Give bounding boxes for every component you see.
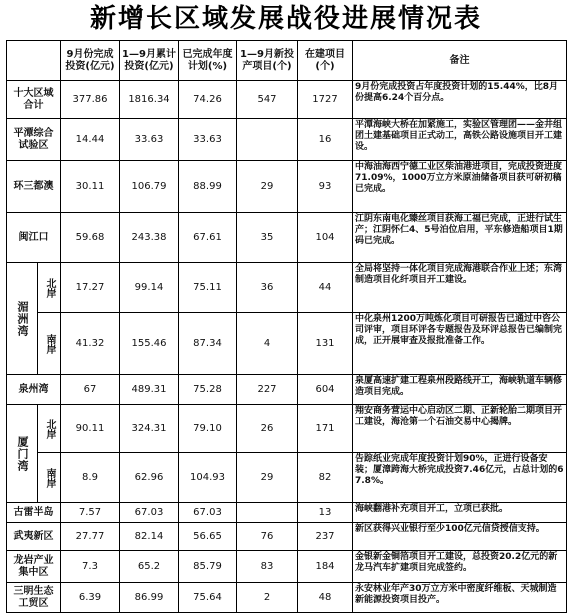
new-projects-value: 26 (237, 405, 298, 453)
sep-done-value: 14.44 (61, 119, 120, 161)
notes-cell: 全局将坚持一体化项目完成海港联合作业上述；东湾制造项目化纤项目开工建设。 (353, 263, 567, 313)
header-region (7, 41, 61, 81)
region-group-name: 湄洲湾 (7, 263, 38, 375)
ytd-ratio-value: 87.34 (179, 313, 237, 375)
new-projects-value (237, 119, 298, 161)
sep-done-value: 7.57 (61, 503, 120, 523)
table-row (7, 263, 567, 313)
sep-done-value: 7.3 (61, 551, 120, 583)
notes-cell: 中化泉州1200万吨炼化项目可研报告已通过中咨公司评审，项目环评各专题报告及环评总报告已编制完成，正开展审查及报批准备工作。 (353, 313, 567, 375)
region-name: 十大区域合计 (7, 81, 61, 119)
region-sub-name: 南岸 (38, 313, 61, 375)
new-projects-value: 4 (237, 313, 298, 375)
region-name: 古雷半岛 (7, 503, 61, 523)
notes-cell: 新区获得兴业银行至少100亿元信贷授信支持。 (353, 523, 567, 551)
new-projects-value: 29 (237, 453, 298, 503)
region-sub-name: 北岸 (38, 405, 61, 453)
under-construction-value: 184 (298, 551, 353, 583)
notes-cell: 海峡翻港补充项目开工，立项已获批。 (353, 503, 567, 523)
ytd-ratio-value: 75.11 (179, 263, 237, 313)
ytd-done-value: 65.2 (120, 551, 179, 583)
sep-done-value: 8.9 (61, 453, 120, 503)
sep-done-value: 30.11 (61, 161, 120, 213)
under-construction-value: 16 (298, 119, 353, 161)
table-row (7, 119, 567, 161)
under-construction-value: 131 (298, 313, 353, 375)
notes-cell: 告踪纸业完成年度投资计划90%，正进行设备安装；厦漳跨海大桥完成投资7.46亿元，占总计划的67.8%。 (353, 453, 567, 503)
region-group-name: 厦门湾 (7, 405, 38, 503)
header-notes: 备注 (353, 41, 567, 81)
table-row (7, 523, 567, 551)
notes-cell: 翔安商务营运中心启动区二期、正新轮胎二期项目开工建设，海沧第一个石油交易中心揭牌。 (353, 405, 567, 453)
ytd-ratio-value: 67.03 (179, 503, 237, 523)
sep-done-value: 41.32 (61, 313, 120, 375)
table-row (7, 161, 567, 213)
under-construction-value: 82 (298, 453, 353, 503)
ytd-done-value: 489.31 (120, 375, 179, 405)
page-title: 新增长区域发展战役进展情况表 (89, 4, 482, 34)
ytd-ratio-value: 74.26 (179, 81, 237, 119)
notes-cell: 平潭海峡大桥在加紧施工，实验区管理团——金井组团土建基础项目正式动工，高铁公路设施项目开工建设。 (353, 119, 567, 161)
region-name: 三明生态工贸区 (7, 583, 61, 613)
sep-done-value: 17.27 (61, 263, 120, 313)
header-sep-done: 9月份完成投资(亿元) (61, 41, 120, 81)
under-construction-value: 171 (298, 405, 353, 453)
ytd-done-value: 99.14 (120, 263, 179, 313)
table-row (7, 583, 567, 613)
under-construction-value: 104 (298, 213, 353, 263)
ytd-done-value: 106.79 (120, 161, 179, 213)
notes-cell: 9月份完成投资占年度投资计划的15.44%，比8月份提高6.24个百分点。 (353, 81, 567, 119)
notes-cell: 江阴东南电化臻丝项目获海工福已完成，正进行试生产；江阴怀仁4、5号泊位启用，平东修造船项目1期码已完成。 (353, 213, 567, 263)
header-under-construction: 在建项目(个) (298, 41, 353, 81)
ytd-done-value: 86.99 (120, 583, 179, 613)
table-row (7, 551, 567, 583)
table-row (7, 405, 567, 453)
under-construction-value: 13 (298, 503, 353, 523)
notes-cell: 中海油海西宁德工业区柴油港进项目，完成投资进度71.09%，1000万立方米原油储备项目获可研初稿已完成。 (353, 161, 567, 213)
new-projects-value: 227 (237, 375, 298, 405)
ytd-done-value: 243.38 (120, 213, 179, 263)
new-projects-value: 547 (237, 81, 298, 119)
region-name: 闽江口 (7, 213, 61, 263)
header-ytd-done: 1—9月累计投资(亿元) (120, 41, 179, 81)
new-projects-value: 29 (237, 161, 298, 213)
under-construction-value: 44 (298, 263, 353, 313)
sep-done-value: 59.68 (61, 213, 120, 263)
sep-done-value: 6.39 (61, 583, 120, 613)
ytd-ratio-value: 33.63 (179, 119, 237, 161)
ytd-done-value: 67.03 (120, 503, 179, 523)
table-row (7, 81, 567, 119)
table-row (7, 375, 567, 405)
new-projects-value: 76 (237, 523, 298, 551)
region-sub-name: 北岸 (38, 263, 61, 313)
under-construction-value: 1727 (298, 81, 353, 119)
sep-done-value: 67 (61, 375, 120, 405)
table-row (7, 213, 567, 263)
ytd-ratio-value: 75.28 (179, 375, 237, 405)
new-projects-value: 2 (237, 583, 298, 613)
table-row (7, 313, 567, 375)
table-row (7, 503, 567, 523)
notes-cell: 永安林业年产30万立方米中密度纤维板、天城制造新能源投资项目投产。 (353, 583, 567, 613)
progress-table (6, 40, 567, 613)
ytd-ratio-value: 88.99 (179, 161, 237, 213)
notes-cell: 金银新金铜箔项目开工建设，总投资20.2亿元的新龙马汽车扩建项目完成签约。 (353, 551, 567, 583)
ytd-done-value: 62.96 (120, 453, 179, 503)
table-row (7, 453, 567, 503)
ytd-done-value: 33.63 (120, 119, 179, 161)
region-name: 武夷新区 (7, 523, 61, 551)
ytd-ratio-value: 79.10 (179, 405, 237, 453)
sep-done-value: 27.77 (61, 523, 120, 551)
under-construction-value: 93 (298, 161, 353, 213)
ytd-ratio-value: 104.93 (179, 453, 237, 503)
sep-done-value: 377.86 (61, 81, 120, 119)
new-projects-value: 35 (237, 213, 298, 263)
new-projects-value: 83 (237, 551, 298, 583)
ytd-done-value: 1816.34 (120, 81, 179, 119)
new-projects-value: 36 (237, 263, 298, 313)
ytd-done-value: 155.46 (120, 313, 179, 375)
region-name: 龙岩产业集中区 (7, 551, 61, 583)
ytd-ratio-value: 67.61 (179, 213, 237, 263)
ytd-ratio-value: 75.64 (179, 583, 237, 613)
ytd-done-value: 324.31 (120, 405, 179, 453)
sep-done-value: 90.11 (61, 405, 120, 453)
under-construction-value: 237 (298, 523, 353, 551)
region-name: 环三都澳 (7, 161, 61, 213)
notes-cell: 泉厦高速扩建工程泉州段路线开工，海峡轨道车辆修造项目完成。 (353, 375, 567, 405)
region-name: 平潭综合试验区 (7, 119, 61, 161)
region-sub-name: 南岸 (38, 453, 61, 503)
ytd-ratio-value: 56.65 (179, 523, 237, 551)
header-new-projects: 1—9月新投产项目(个) (237, 41, 298, 81)
ytd-ratio-value: 85.79 (179, 551, 237, 583)
new-projects-value (237, 503, 298, 523)
ytd-done-value: 82.14 (120, 523, 179, 551)
under-construction-value: 48 (298, 583, 353, 613)
header-ytd-ratio: 已完成年度计划(%) (179, 41, 237, 81)
region-name: 泉州湾 (7, 375, 61, 405)
under-construction-value: 604 (298, 375, 353, 405)
